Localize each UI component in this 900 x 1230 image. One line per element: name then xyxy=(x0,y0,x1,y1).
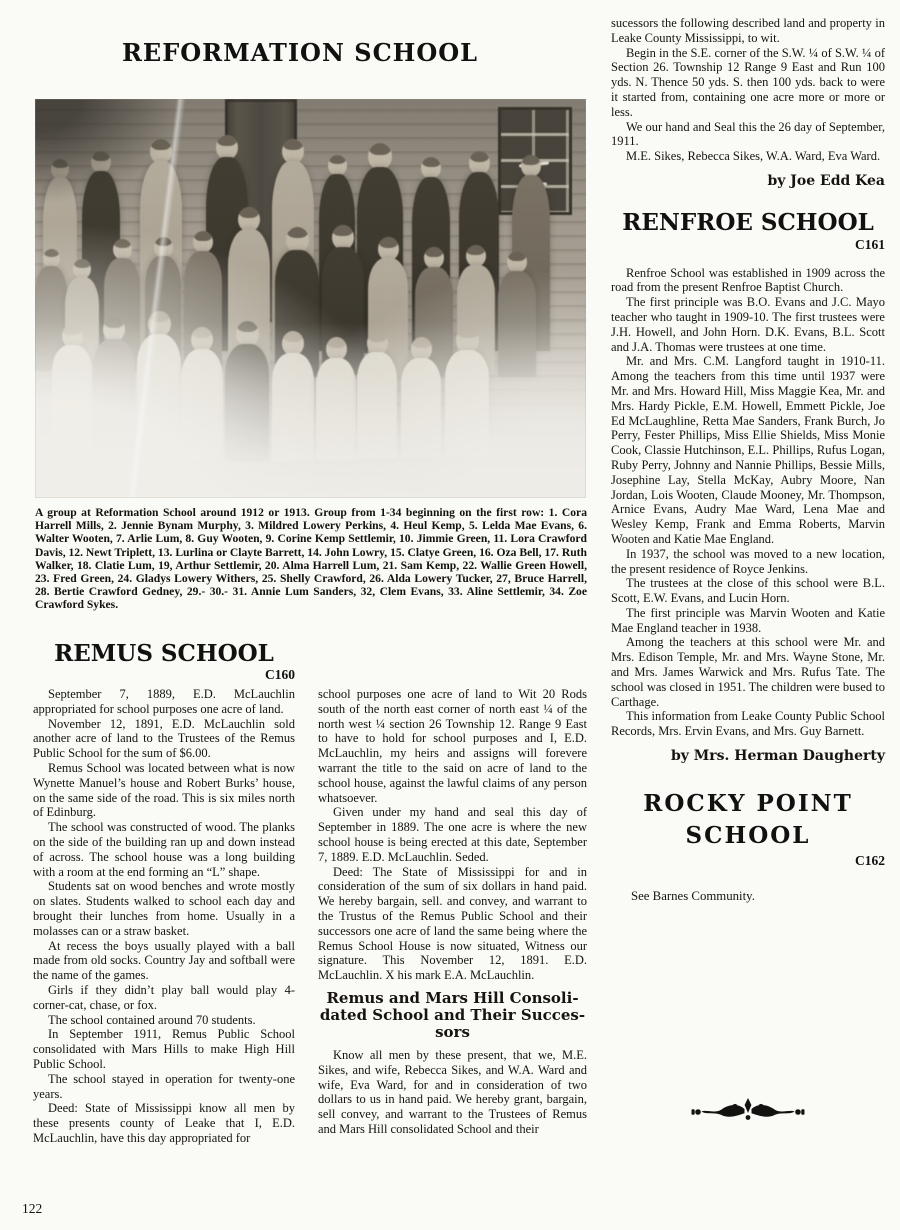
person-head xyxy=(424,247,444,269)
renfroe-text xyxy=(611,266,885,740)
photo-caption: A group at Reformation School around 1912 or 1913. Group from 1-34 beginning on the first row: 1. Cora Harrell Mills, 2. Jennie Bynam Murphy, 3. Mildred Lowery Perkins, 4. Heul Kemp, 5. Lelda Mae Evans, 6. Walter Wooten, 7. Arlie Lum, 8. Guy Wooten, 9. Corine Kemp Settlemir, 10. Jimmie Green, 11. Lora Crawford Davis, 12. Newt Triplett, 13. Lurlina or Clayte Barrett, 14. John Lowry, 15. Clatye Green, 16. Oza Bell, 17. Ruth Walker, 18. Clatie Lum, 19, Arthur Settlemir, 20. Alma Harrell Lum, 21. Sam Kemp, 22. Wallie Green Howell, 23. Fred Green, 24. Gladys Lowery Withers, 25. Shelly Crawford, 26. Alda Lowery Tucker, 27, Bruce Harrell, 28. Bertie Crawford Gedney, 29.- 30.- 31. Annie Lum Sanders, 32, Clem Evans, 33. Aline Settlemir, 34. Zoe Crawford Sykes. xyxy=(35,506,587,612)
person-head xyxy=(507,251,527,273)
person-figure xyxy=(272,331,314,461)
remus-after-subheading-text xyxy=(318,1048,587,1137)
person-figure xyxy=(137,311,181,451)
person-torso xyxy=(181,349,223,461)
subheading-line: dated School and Their Succes- xyxy=(319,1005,586,1024)
renfroe-school-title: RENFROE SCHOOL xyxy=(622,208,874,236)
paragraph: M.E. Sikes, Rebecca Sikes, W.A. Ward, Eva Ward. xyxy=(626,149,881,164)
paragraph: Girls if they didn’t play ball would play 4-corner-cat, chase, or fox. xyxy=(33,982,295,1012)
person-figure xyxy=(357,331,397,459)
person-head xyxy=(466,245,486,267)
paragraph: Deed: State of Mississippi know all men by these presents county of Leake that I, E.D. McLauchlin, have this day appropriated for xyxy=(33,1101,295,1145)
person-head xyxy=(521,155,541,177)
paragraph: The school contained around 70 students. xyxy=(48,1012,256,1027)
person-head xyxy=(51,159,69,179)
paragraph: Mr. and Mrs. C.M. Langford taught in 1910-11. Among the teachers from this time until 1937 were Mr. and Mrs. Howard Hill, Miss Maggie Kea, Mr. and Mrs. Hardy Pickle, E.M. Howell, Emmett Pickle, Joe Ed McLaughline, Retta Mae Sanders, Frank Burch, Jo Perry, Fester Phillips, Miss Ellie Shields, Miss Monie Cook, Classie Hutchinson, E.L. Phillips, Rufus Logan, Ruby Perry, Johnny and Nannie Phillips, Bessie Mills, Josephine Lay, Stella McKay, Aubry Moore, Nan Jordan, Lois Wooten, Claude Mooney, Mr. Thompson, Arnice Evans, Audry Mae Ward, Lena Mae and Wesley Kemp, Frank and Emma Roberts, Marvin Wooten and Katie Mae England. xyxy=(611,354,885,546)
byline-mrs-herman-daugherty: by Mrs. Herman Daugherty xyxy=(671,748,885,765)
byline-joe-edd-kea: by Joe Edd Kea xyxy=(767,172,885,189)
paragraph: sucessors the following described land and property in Leake County Mississippi, to wit. xyxy=(611,16,885,45)
person-figure xyxy=(316,337,356,461)
person-head xyxy=(328,155,347,176)
rocky-point-title-line-1: ROCKY POINT xyxy=(643,789,853,817)
subheading-line: Remus and Mars Hill Consoli- xyxy=(326,988,579,1007)
remus-left-column xyxy=(33,687,295,1199)
person-torso xyxy=(137,334,181,451)
person-figure xyxy=(401,337,441,457)
remus-middle-text xyxy=(318,687,587,983)
person-figure xyxy=(52,324,92,444)
page-number: 122 xyxy=(22,1201,43,1216)
rocky-point-code: C162 xyxy=(855,852,885,868)
person-torso xyxy=(52,345,92,444)
person-head xyxy=(154,237,173,258)
paragraph: The first principle was Marvin Wooten and Katie Mae England teacher in 1938. xyxy=(611,605,885,635)
person-head xyxy=(368,143,392,170)
paragraph: The school stayed in operation for twenty-one years. xyxy=(33,1071,295,1101)
person-torso xyxy=(316,358,356,461)
paragraph: The first principle was B.O. Evans and J.C. Mayo teacher who taught in 1909-10. The first trustees were J.H. Howell, and John Horn. D.K. Evans, B.L. Scott and J.A. Thomas were trustees at one time. xyxy=(611,295,885,354)
paragraph: Given under my hand and seal this day of September in 1889. The one acre is where the new school house is being erected at this date, September 7, 1889. E.D. McLauchlin. Seded. xyxy=(318,805,587,864)
person-torso xyxy=(357,352,397,459)
right-column xyxy=(611,16,885,1066)
paragraph: September 7, 1889, E.D. McLauchlin appropriated for school purposes one acre of land. xyxy=(33,687,295,716)
person-figure xyxy=(93,317,135,449)
page-title-reformation-school: REFORMATION SCHOOL xyxy=(121,38,479,67)
person-figure xyxy=(445,327,489,457)
remus-mars-hill-subheading xyxy=(318,990,587,1041)
photo-figures xyxy=(35,99,586,498)
paragraph: At recess the boys usually played with a ball made from old socks. Country Jay and softball were the name of the games. xyxy=(33,938,295,983)
person-head xyxy=(421,157,441,179)
person-torso xyxy=(401,358,441,457)
remus-school-title: REMUS SCHOOL xyxy=(54,640,274,667)
paragraph: Renfroe School was established in 1909 across the road from the present Renfroe Baptist Church. xyxy=(611,265,885,295)
rocky-point-school-title xyxy=(611,788,885,852)
person-figure xyxy=(181,327,223,461)
paragraph: Remus School was located between what is now Wynette Manuel’s house and Robert Burks’ house, on the same side of the road. This is six miles north of Edinburg. xyxy=(33,760,295,820)
person-torso xyxy=(93,339,135,449)
person-head xyxy=(113,239,132,260)
school-group-photo xyxy=(35,99,586,498)
person-torso xyxy=(498,271,536,377)
remus-middle-column xyxy=(318,687,587,1199)
paragraph: Deed: The State of Mississippi for and in consideration of the sum of six dollars in hand paid. We hereby bargain, sell. and convey, and warrant to the Trustus of the Remus Public School and their successors one acre of land the same being where the Remus School House is now situated, Witness our signature. This November 12, 1891. E.D. McLauchlin. X his mark E.A. McLauchlin. xyxy=(318,864,587,983)
paragraph: school purposes one acre of land to Wit 20 Rods south of the north east corner of north east ¼ of the north west ¼ section 26 Township 12. Range 9 East to have to hold for school purposes and I, E.D. McLauchlin, my heirs and assigns will forevere warrant the title to the said on acre of land to the school house, against the lawful claims of any person whatsoever. xyxy=(318,687,587,805)
deed-continuation-text xyxy=(611,16,885,164)
paragraph: The trustees at the close of this school were B.L. Scott, E.W. Evans, and Lucin Horn. xyxy=(611,576,885,606)
person-figure xyxy=(498,251,536,377)
photo-scene xyxy=(35,99,586,498)
paragraph: Know all men by these present, that we, M.E. Sikes, and wife, Rebecca Sikes, and W.A. Ward and wife, Eva Ward, for and in consideration of two dollars to us in hand paid. We hereby grant, bargain, sell convey, and warrant to the Trustees of Remus and Mars Hill consolidated School and their xyxy=(318,1047,587,1136)
paragraph: In September 1911, Remus Public School consolidated with Mars Hills to make High Hill Public School. xyxy=(33,1027,295,1071)
paragraph: November 12, 1891, E.D. McLauchlin sold another acre of land to the Trustees of the Remus Public School for the sum of $6.00. xyxy=(33,716,295,761)
paragraph: In 1937, the school was moved to a new location, the present residence of Royce Jenkins. xyxy=(611,546,885,576)
person-figure xyxy=(225,321,269,461)
paragraph: The school was constructed of wood. The planks on the side of the building ran up and down instead of across. The school house was a long building with a room at the end forming an “L” shape. xyxy=(33,820,295,879)
paragraph: Students sat on wood benches and wrote mostly on slates. Students walked to school each day and brought their lunches from home. Usually in a molasses can or a straw basket. xyxy=(33,879,295,938)
person-head xyxy=(73,259,91,279)
paragraph: Among the teachers at this school were Mr. and Mrs. Edison Temple, Mr. and Mrs. Wayne Stone, Mr. and Mrs. James Warwick and Mrs. Rufus Tate. The school was closed in 1951. The children were bused to Carthage. xyxy=(611,635,885,709)
person-head xyxy=(193,231,213,253)
paragraph: This information from Leake County Public School Records, Mrs. Ervin Evans, and Mrs. Guy Barnett. xyxy=(611,709,885,739)
renfroe-code: C161 xyxy=(855,236,885,252)
person-head xyxy=(91,151,111,173)
paragraph: We our hand and Seal this the 26 day of September, 1911. xyxy=(611,119,885,149)
ornament-flourish-icon xyxy=(648,1098,848,1131)
person-torso xyxy=(272,353,314,461)
see-barnes-community-note: See Barnes Community. xyxy=(631,888,755,903)
person-torso xyxy=(445,350,489,457)
rocky-point-title-line-2: SCHOOL xyxy=(685,821,811,849)
subheading-line: sors xyxy=(435,1022,470,1041)
paragraph: Begin in the S.E. corner of the S.W. ¼ of S.W. ¼ of Section 26. Township 12 Range 9 East and Run 100 yds. N. Thence 50 yds. S. then 100 yds. back to were it started from, containing one acre more or more or less. xyxy=(611,45,885,119)
remus-heading-block xyxy=(33,641,295,683)
remus-code: C160 xyxy=(265,667,295,682)
person-torso xyxy=(225,344,269,461)
